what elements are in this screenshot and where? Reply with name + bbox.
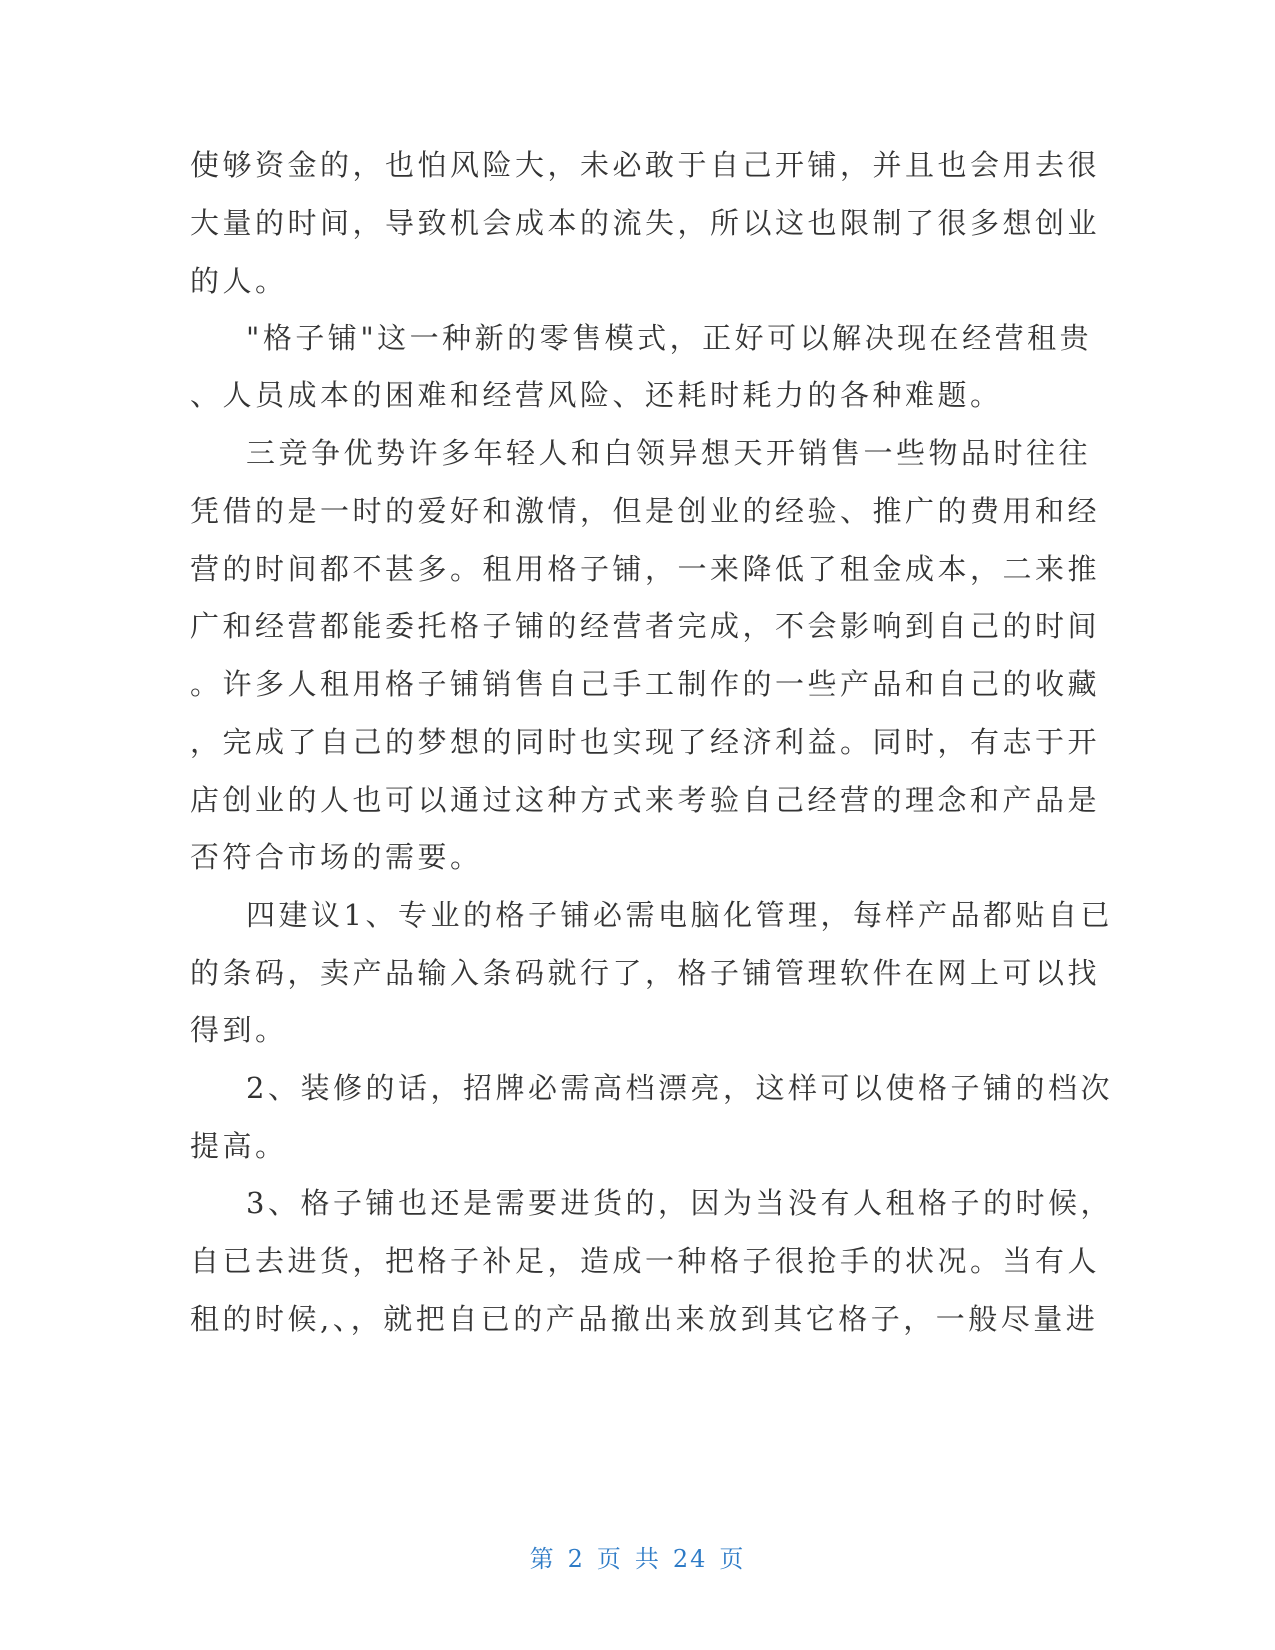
footer-page-unit: 页 xyxy=(596,1545,623,1573)
paragraph-first-line: 2、装修的话，招牌必需高档漂亮，这样可以使格子铺的档次 xyxy=(246,1071,1113,1105)
page-footer xyxy=(0,1544,1275,1574)
paragraph-first-line: 3、格子铺也还是需要进货的，因为当没有人租格子的时候， xyxy=(246,1186,1113,1220)
paragraph-first-line: "格子铺"这一种新的零售模式，正好可以解决现在经营租贵 xyxy=(246,321,1093,355)
text-line: 大量的时间，导致机会成本的流失，所以这也限制了很多想创业 xyxy=(190,206,1101,240)
paragraph-first-line: 四建议1、专业的格子铺必需电脑化管理，每样产品都贴自已 xyxy=(246,898,1113,932)
text-line: 、人员成本的困难和经营风险、还耗时耗力的各种难题。 xyxy=(190,378,1003,412)
text-line: 提高。 xyxy=(190,1129,288,1163)
text-line: 广和经营都能委托格子铺的经营者完成，不会影响到自己的时间 xyxy=(190,609,1101,643)
text-line: 营的时间都不甚多。租用格子铺，一来降低了租金成本，二来推 xyxy=(190,552,1101,586)
text-line: 的人。 xyxy=(190,264,288,298)
text-line: 的条码，卖产品输入条码就行了，格子铺管理软件在网上可以找 xyxy=(190,956,1101,990)
text-line: 否符合市场的需要。 xyxy=(190,840,483,874)
text-line: 凭借的是一时的爱好和激情，但是创业的经验、推广的费用和经 xyxy=(190,494,1101,528)
text-line: 自已去进货，把格子补足，造成一种格子很抢手的状况。当有人 xyxy=(190,1244,1101,1278)
text-line: 使够资金的，也怕风险大，未必敢于自己开铺，并且也会用去很 xyxy=(190,148,1101,182)
footer-current-page: 2 xyxy=(567,1545,585,1573)
text-line: 租的时候,、，就把自已的产品撤出来放到其它格子，一般尽量进 xyxy=(190,1302,1099,1336)
text-line: 得到。 xyxy=(190,1013,288,1047)
text-line: ，完成了自己的梦想的同时也实现了经济利益。同时，有志于开 xyxy=(190,725,1101,759)
paragraph-first-line: 三竞争优势许多年轻人和白领异想天开销售一些物品时往往 xyxy=(246,436,1092,470)
text-line: 。许多人租用格子铺销售自己手工制作的一些产品和自己的收藏 xyxy=(190,667,1101,701)
text-line: 店创业的人也可以通过这种方式来考验自己经营的理念和产品是 xyxy=(190,783,1101,817)
footer-total-unit: 页 xyxy=(719,1545,746,1573)
footer-total-label: 共 xyxy=(634,1545,661,1573)
footer-page-label: 第 xyxy=(529,1545,556,1573)
footer-total-pages: 24 xyxy=(672,1545,708,1573)
